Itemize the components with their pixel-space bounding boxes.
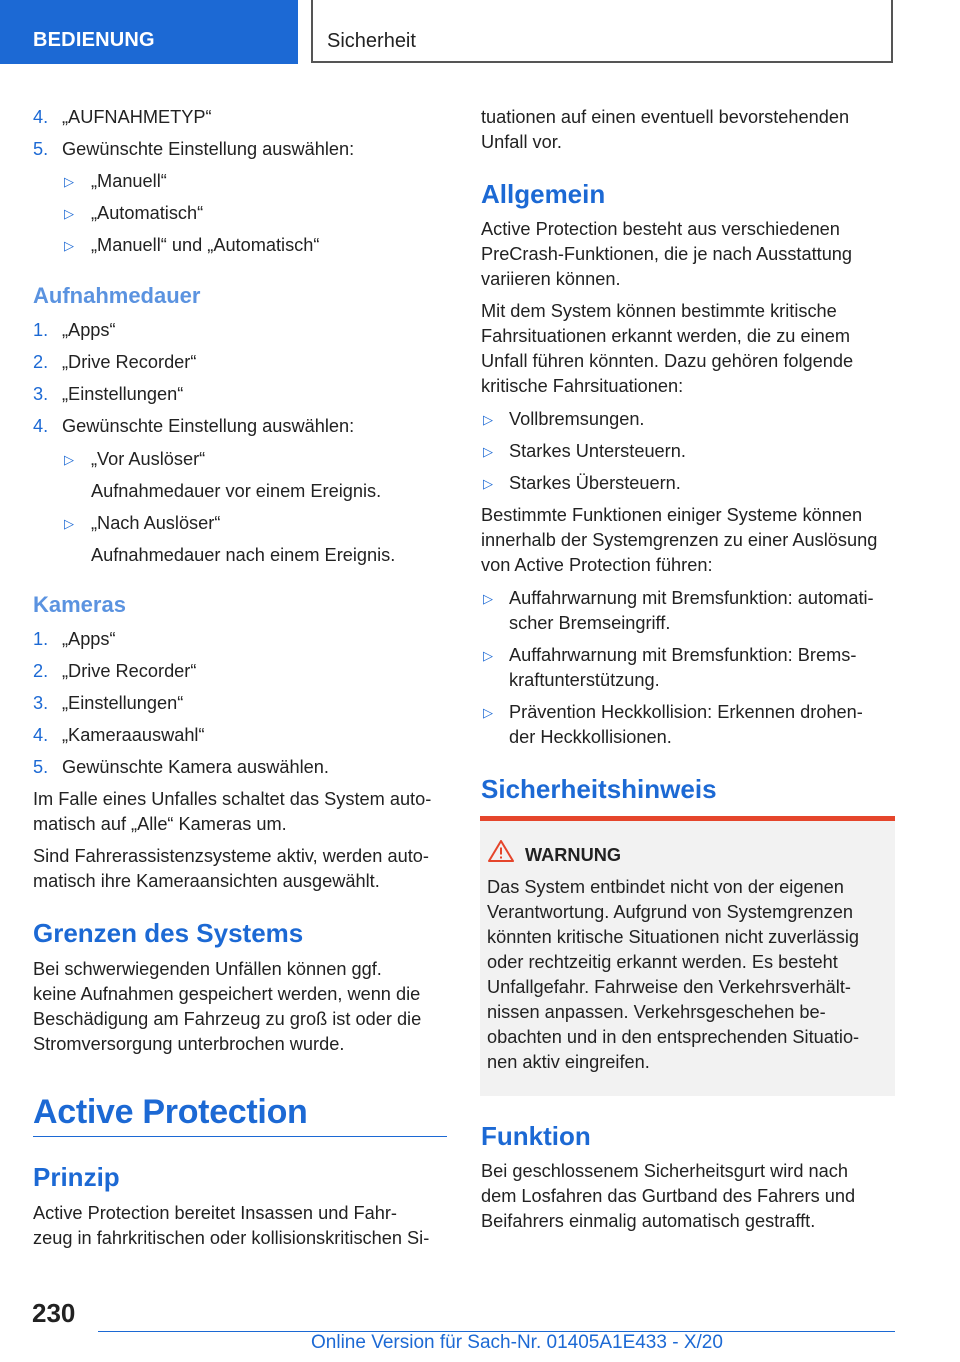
warning-triangle-icon	[488, 840, 514, 862]
paragraph-line: Active Protection besteht aus verschiedenen	[481, 219, 840, 239]
paragraph-line: Bei geschlossenem Sicherheitsgurt wird nach	[481, 1161, 848, 1181]
paragraph-line: Active Protection bereitet Insassen und Fahr-	[33, 1203, 397, 1223]
heading-prinzip: Prinzip	[33, 1162, 120, 1192]
heading-kameras: Kameras	[33, 592, 126, 617]
list-number: 1.	[33, 629, 49, 649]
heading-sicherheitshinweis: Sicherheitshinweis	[481, 774, 717, 804]
paragraph-line: Unfall vor.	[481, 132, 562, 152]
triangle-bullet-icon: ▷	[483, 476, 493, 491]
list-item: „Drive Recorder“	[62, 661, 197, 681]
sub-item: „Manuell“ und „Automatisch“	[91, 235, 320, 255]
triangle-bullet-icon: ▷	[64, 206, 74, 221]
sub-item: „Manuell“	[91, 171, 167, 191]
paragraph-line: Beifahrers einmalig automatisch gestrafft.	[481, 1211, 816, 1231]
list-item: „Apps“	[62, 629, 116, 649]
heading-active-protection: Active Protection	[33, 1093, 308, 1131]
sub-item: „Vor Auslöser“	[91, 449, 206, 469]
paragraph-line: Unfall führen könnten. Dazu gehören folgende	[481, 351, 854, 371]
paragraph-line: kritische Fahrsituationen:	[481, 376, 684, 396]
triangle-bullet-icon: ▷	[64, 238, 74, 253]
section-label: BEDIENUNG	[33, 29, 155, 51]
list-item: Gewünschte Einstellung auswählen:	[62, 139, 355, 159]
triangle-bullet-icon: ▷	[483, 705, 493, 720]
heading-grenzen: Grenzen des Systems	[33, 918, 304, 948]
chapter-title: Sicherheit	[327, 30, 416, 52]
warning-bar	[480, 816, 895, 821]
heading-allgemein: Allgemein	[481, 179, 606, 209]
sub-item: „Nach Auslöser“	[91, 513, 221, 533]
triangle-bullet-icon: ▷	[483, 444, 493, 459]
list-number: 4.	[33, 107, 49, 127]
triangle-bullet-icon: ▷	[64, 174, 74, 189]
list-number: 4.	[33, 416, 49, 436]
bullet-item-cont: der Heckkollisionen.	[509, 727, 672, 747]
list-item: „Drive Recorder“	[62, 352, 197, 372]
list-number: 3.	[33, 693, 49, 713]
paragraph-line: Stromversorgung unterbrochen wurde.	[33, 1034, 345, 1054]
paragraph-line: matisch auf „Alle“ Kameras um.	[33, 814, 287, 834]
list-number: 2.	[33, 661, 49, 681]
paragraph-line: variieren können.	[481, 269, 621, 289]
list-number: 3.	[33, 384, 49, 404]
bullet-item: Starkes Übersteuern.	[509, 473, 681, 493]
sub-item-desc: Aufnahmedauer nach einem Ereignis.	[91, 545, 396, 565]
paragraph-line: dem Losfahren das Gurtband des Fahrers und	[481, 1186, 856, 1206]
paragraph-line: Mit dem System können bestimmte kritische	[481, 301, 837, 321]
list-item: „Einstellungen“	[62, 384, 184, 404]
paragraph-line: Bei schwerwiegenden Unfällen können ggf.	[33, 959, 382, 979]
heading-aufnahmedauer: Aufnahmedauer	[33, 283, 201, 308]
warning-line: Das System entbindet nicht von der eigenen	[487, 877, 844, 897]
triangle-bullet-icon: ▷	[483, 591, 493, 606]
list-item: „Apps“	[62, 320, 116, 340]
bullet-item-cont: kraftunterstützung.	[509, 670, 660, 690]
triangle-bullet-icon: ▷	[483, 412, 493, 427]
list-item: „Kameraauswahl“	[62, 725, 205, 745]
page-number: 230	[32, 1298, 76, 1328]
paragraph-line: PreCrash-Funktionen, die je nach Ausstattung	[481, 244, 853, 264]
paragraph-line: Sind Fahrerassistenzsysteme aktiv, werden auto-	[33, 846, 429, 866]
list-number: 2.	[33, 352, 49, 372]
chapter-header	[311, 0, 893, 63]
list-item: „Einstellungen“	[62, 693, 184, 713]
list-number: 5.	[33, 757, 49, 777]
bullet-item: Starkes Untersteuern.	[509, 441, 686, 461]
bullet-item: Vollbremsungen.	[509, 409, 645, 429]
warning-title: WARNUNG	[525, 845, 621, 865]
paragraph-line: Bestimmte Funktionen einiger Systeme können	[481, 505, 863, 525]
list-number: 5.	[33, 139, 49, 159]
sub-item-desc: Aufnahmedauer vor einem Ereignis.	[91, 481, 382, 501]
bullet-item-cont: scher Bremseingriff.	[509, 613, 671, 633]
warning-line: könnten kritische Situationen nicht zuverlässig	[487, 927, 860, 947]
triangle-bullet-icon: ▷	[483, 648, 493, 663]
heading-rule	[33, 1136, 447, 1137]
triangle-bullet-icon: ▷	[64, 452, 74, 467]
list-item: Gewünschte Einstellung auswählen:	[62, 416, 355, 436]
warning-line: Verantwortung. Aufgrund von Systemgrenzen	[487, 902, 853, 922]
paragraph-line: Beschädigung am Fahrzeug zu groß ist oder die	[33, 1009, 422, 1029]
paragraph-line: von Active Protection führen:	[481, 555, 713, 575]
list-item: „AUFNAHMETYP“	[62, 107, 212, 127]
warning-line: nen aktiv eingreifen.	[487, 1052, 650, 1072]
paragraph-line: zeug in fahrkritischen oder kollisionskritischen Si-	[33, 1228, 430, 1248]
sub-item: „Automatisch“	[91, 203, 204, 223]
list-number: 1.	[33, 320, 49, 340]
warning-line: nissen anpassen. Verkehrsgeschehen be-	[487, 1002, 826, 1022]
paragraph-line: matisch ihre Kameraansichten ausgewählt.	[33, 871, 380, 891]
bullet-item: Prävention Heckkollision: Erkennen drohen-	[509, 702, 863, 722]
footer-text: Online Version für Sach-Nr. 01405A1E433 - X/20	[311, 1332, 723, 1353]
paragraph-line: tuationen auf einen eventuell bevorstehenden	[481, 107, 850, 127]
heading-funktion: Funktion	[481, 1121, 591, 1151]
bullet-item: Auffahrwarnung mit Bremsfunktion: automati-	[509, 588, 874, 608]
paragraph-line: Fahrsituationen erkannt werden, die zu einem	[481, 326, 851, 346]
list-item: Gewünschte Kamera auswählen.	[62, 757, 329, 777]
warning-line: oder rechtzeitig erkannt werden. Es besteht	[487, 952, 838, 972]
paragraph-line: innerhalb der Systemgrenzen zu einer Auslösung	[481, 530, 878, 550]
paragraph-line: Im Falle eines Unfalles schaltet das System auto-	[33, 789, 432, 809]
section-tab	[0, 0, 298, 64]
triangle-bullet-icon: ▷	[64, 516, 74, 531]
paragraph-line: keine Aufnahmen gespeichert werden, wenn die	[33, 984, 421, 1004]
warning-line: obachten und in den entsprechenden Situatio-	[487, 1027, 860, 1047]
warning-line: Unfallgefahr. Fahrweise den Verkehrsverhält-	[487, 977, 851, 997]
bullet-item: Auffahrwarnung mit Bremsfunktion: Brems-	[509, 645, 857, 665]
list-number: 4.	[33, 725, 49, 745]
